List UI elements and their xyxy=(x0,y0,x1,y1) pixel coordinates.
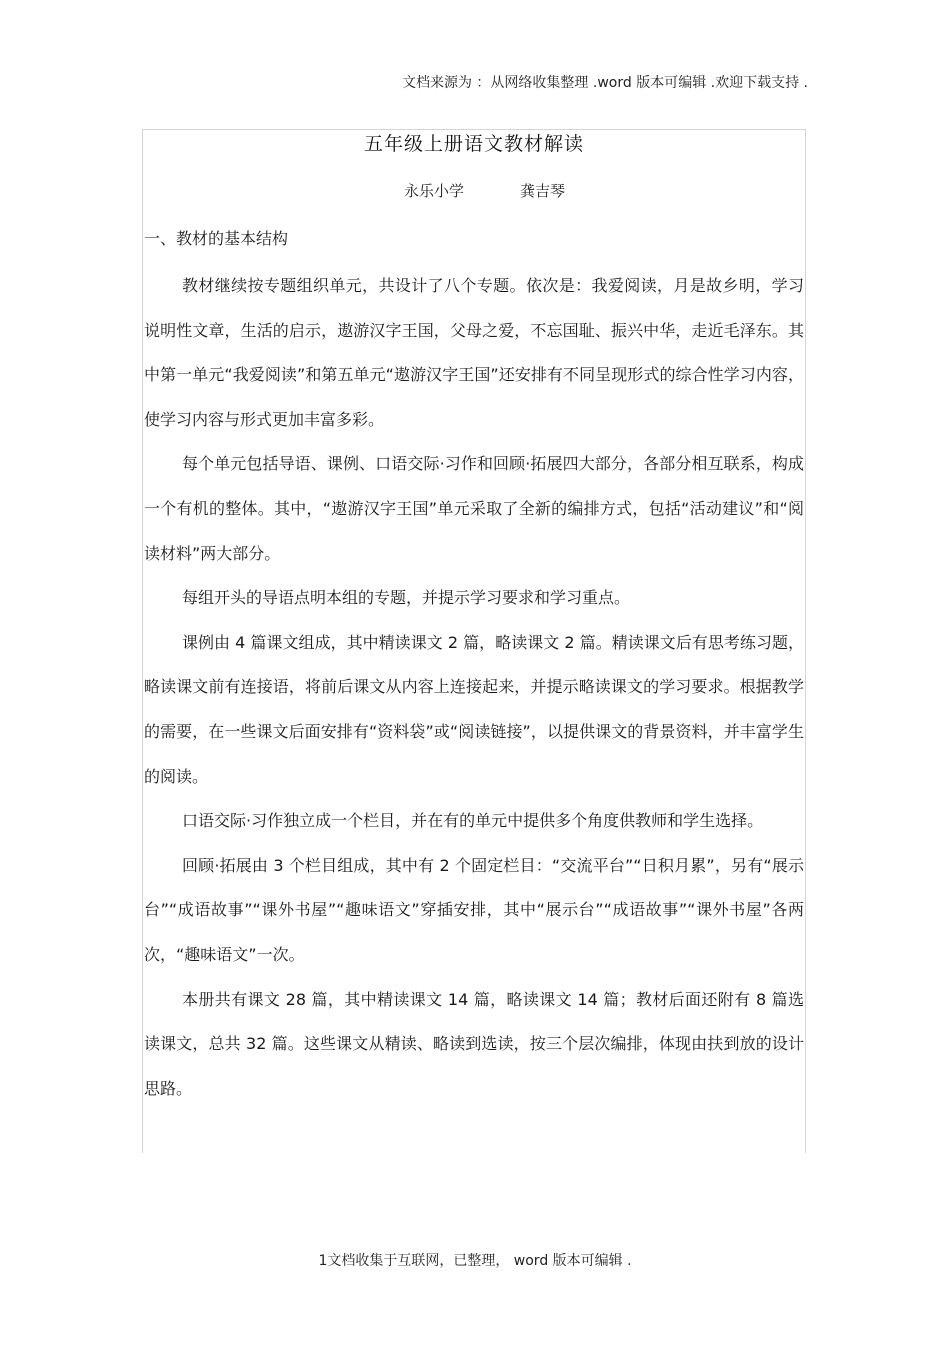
paragraph: 每组开头的导语点明本组的专题，并提示学习要求和学习重点。 xyxy=(182,588,631,608)
section-heading: 一、教材的基本结构 xyxy=(144,229,289,248)
paragraph: 口语交际·习作独立成一个栏目，并在有的单元中提供多个角度供教师和学生选择。 xyxy=(182,811,764,831)
document-body xyxy=(144,264,804,1111)
paragraph: 课例由 4 篇课文组成，其中精读课文 2 篇，略读课文 2 篇。精读课文后有思考练习题，略读课文前有连接语，将前后课文从内容上连接起来，并提示略读课文的学习要求。根据教学的需要，在一些课文后面安排有“资料袋”或“阅读链接”，以提供课文的背景资料，并丰富学生的阅读。 xyxy=(144,632,804,786)
document-title: 五年级上册语文教材解读 xyxy=(363,133,584,155)
author-name: 龚吉琴 xyxy=(520,182,566,200)
paragraph: 回顾·拓展由 3 个栏目组成，其中有 2 个固定栏目：“交流平台”“日积月累”，另有“展示台”“成语故事”“课外书屋”“趣味语文”穿插安排，其中“展示台”“成语故事”“课外书屋”各两次，“趣味语文”一次。 xyxy=(144,855,804,964)
school-name: 永乐小学 xyxy=(404,182,465,200)
paragraph: 每个单元包括导语、课例、口语交际·习作和回顾·拓展四大部分，各部分相互联系，构成一个有机的整体。其中，“遨游汉字王国”单元采取了全新的编排方式，包括“活动建议”和“阅读材料”两大部分。 xyxy=(144,454,804,563)
paragraph: 教材继续按专题组织单元，共设计了八个专题。依次是：我爱阅读，月是故乡明，学习说明性文章，生活的启示，遨游汉字王国，父母之爱，不忘国耻、振兴中华，走近毛泽东。其中第一单元“我爱阅读”和第五单元“遨游汉字王国”还安排有不同呈现形式的综合性学习内容，使学习内容与形式更加丰富多彩。 xyxy=(144,276,804,429)
paragraph: 本册共有课文 28 篇，其中精读课文 14 篇，略读课文 14 篇；教材后面还附有 8 篇选读课文，总共 32 篇。这些课文从精读、略读到选读，按三个层次编排，体现由扶到放的设计思路。 xyxy=(144,989,804,1098)
page-footer: 1文档收集于互联网，已整理， word 版本可编辑 . xyxy=(318,1253,632,1269)
author-line xyxy=(404,180,565,201)
page-header: 文档来源为 ：从网络收集整理 .word 版本可编辑 .欢迎下载支持 . xyxy=(401,75,808,91)
